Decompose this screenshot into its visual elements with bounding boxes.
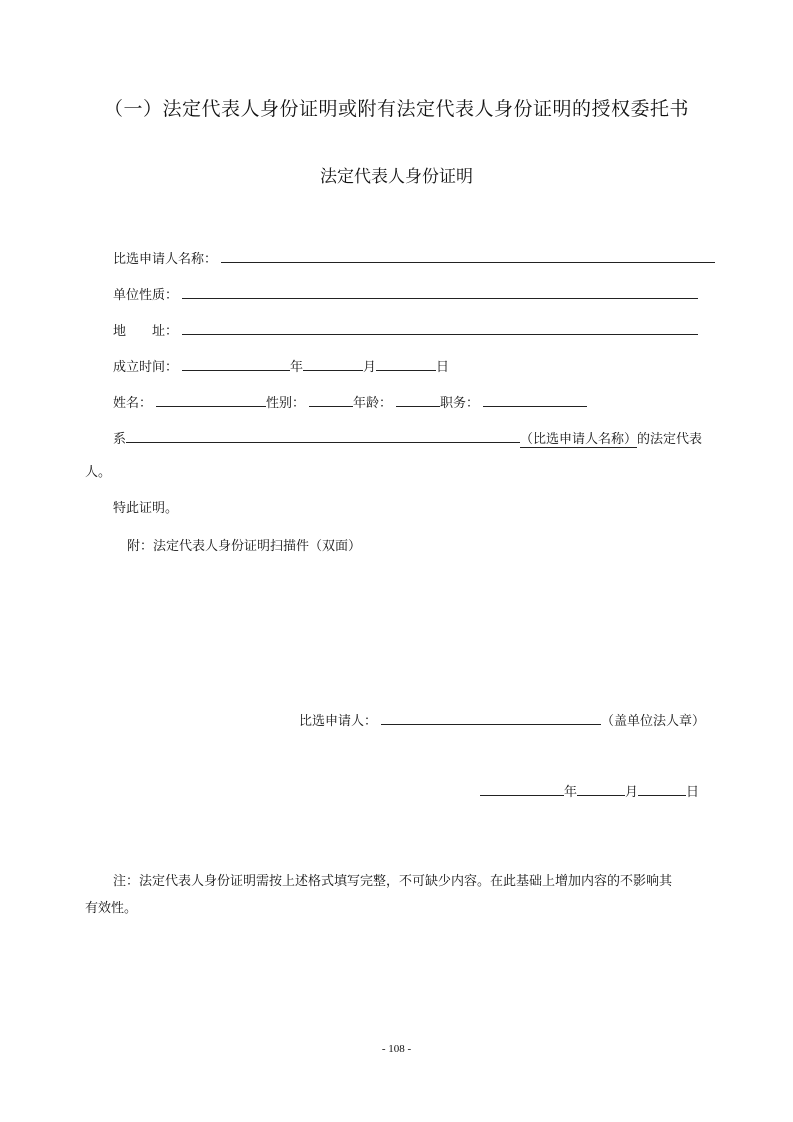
- certify-text: 特此证明。: [113, 501, 179, 516]
- statement-placeholder: （比选申请人名称）: [520, 432, 638, 447]
- founded-month-unit: 月: [363, 360, 377, 375]
- applicant-name-field[interactable]: [221, 248, 715, 263]
- address-field[interactable]: [182, 320, 698, 335]
- signature-month-unit: 月: [625, 785, 639, 800]
- founded-month-field[interactable]: [303, 356, 363, 371]
- unit-nature-field[interactable]: [182, 284, 698, 299]
- position-field[interactable]: [483, 392, 587, 407]
- document-subheading: 法定代表人身份证明: [320, 167, 473, 187]
- signature-applicant-field[interactable]: [381, 710, 601, 725]
- founded-date-row: [113, 356, 449, 377]
- statement-prefix: 系: [113, 432, 127, 447]
- statement-suffix: 的法定代表: [637, 432, 703, 447]
- founded-day-unit: 日: [436, 360, 450, 375]
- unit-nature-label: 单位性质：: [113, 288, 179, 303]
- document-heading: （一）法定代表人身份证明或附有法定代表人身份证明的授权委托书: [103, 98, 689, 120]
- name-label: 姓名：: [113, 396, 153, 411]
- age-field[interactable]: [396, 392, 440, 407]
- gender-label: 性别：: [266, 396, 306, 411]
- applicant-name-label: 比选申请人名称：: [113, 252, 218, 267]
- personal-info-row: [113, 392, 587, 413]
- statement-name-field[interactable]: [126, 428, 520, 443]
- unit-nature-row: [113, 284, 698, 305]
- signature-day-field[interactable]: [638, 781, 686, 796]
- founded-year-field[interactable]: [182, 356, 290, 371]
- age-label: 年龄：: [353, 396, 393, 411]
- note-line-1: 注：法定代表人身份证明需按上述格式填写完整，不可缺少内容。在此基础上增加内容的不影响其: [113, 874, 673, 889]
- statement-row: [113, 428, 702, 449]
- seal-note: （盖单位法人章）: [601, 714, 706, 729]
- signature-row: [299, 710, 705, 731]
- address-row: [113, 320, 698, 341]
- statement-continuation: 人。: [85, 465, 112, 480]
- signature-year-field[interactable]: [480, 781, 564, 796]
- signature-month-field[interactable]: [577, 781, 625, 796]
- gender-field[interactable]: [309, 392, 353, 407]
- note-line-2: 有效性。: [85, 901, 138, 916]
- name-field[interactable]: [156, 392, 266, 407]
- position-label: 职务：: [440, 396, 480, 411]
- address-label: 地 址：: [113, 324, 179, 339]
- founded-year-unit: 年: [290, 360, 304, 375]
- applicant-name-row: [113, 248, 715, 269]
- founded-day-field[interactable]: [376, 356, 436, 371]
- signature-applicant-label: 比选申请人：: [299, 714, 378, 729]
- founded-label: 成立时间：: [113, 360, 179, 375]
- signature-day-unit: 日: [686, 785, 700, 800]
- signature-year-unit: 年: [564, 785, 578, 800]
- page-number: - 108 -: [381, 1043, 412, 1055]
- attachment-text: 附：法定代表人身份证明扫描件（双面）: [127, 539, 362, 554]
- signature-date-row: [480, 781, 699, 802]
